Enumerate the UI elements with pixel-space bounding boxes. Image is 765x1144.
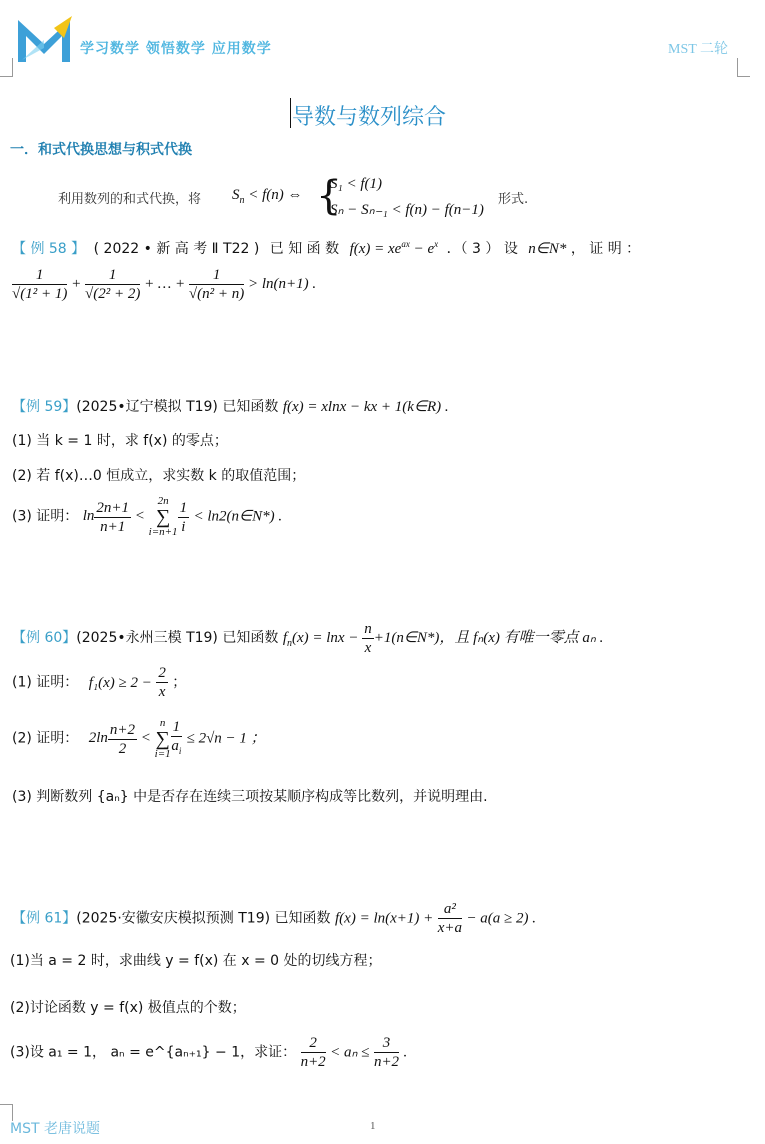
example-58-function: $f(x) = xe^{ax} - e^x$	[349, 239, 439, 257]
example-59-q1: (1) 当 k = 1 时，求 f(x) 的零点；	[12, 433, 228, 449]
example-60-q1-math: f₁(x) ≥ 2 −	[88, 674, 152, 691]
example-60-q2-math: 2ln $\frac{n+2}{2}$ < n ∑ i=1 $\frac{1}{a_i}$	[88, 717, 182, 760]
example-60-q2-label: (2) 证明：	[12, 730, 79, 747]
fraction: $\frac{1}{\text{√(2² + 2)}}$	[84, 267, 141, 302]
example-61-q3-end: .	[403, 1044, 408, 1061]
example-60-source: (2025•永州三模 T19)	[76, 629, 218, 646]
header-slogan: 学习数学 领悟数学 应用数学	[80, 41, 272, 57]
corner-mark-left	[0, 58, 13, 77]
example-59-tag: 【例 59】	[12, 399, 77, 415]
text-cursor	[290, 98, 291, 128]
example-59-lead: 已知函数	[222, 399, 279, 415]
intro-inequality: $S_n < f(n)$ ⇔	[232, 187, 303, 206]
example-60-lead: 已知函数	[222, 629, 279, 646]
intro-condition-2: Sₙ − Sₙ₋₁ < f(n) − f(n−1)	[330, 202, 484, 218]
example-60-q3: (3) 判断数列 {aₙ} 中是否存在连续三项按某顺序构成等比数列，并说明理由.	[12, 789, 488, 805]
page-number: 1	[370, 1120, 376, 1132]
example-61-q3-lead: (3)设 a₁ = 1， aₙ = e^{aₙ₊₁} − 1，求证：	[10, 1044, 297, 1061]
example-59-statement	[12, 396, 449, 416]
example-61-source: (2025·安徽安庆模拟预测 T19)	[76, 910, 271, 927]
example-60-q1-label: (1) 证明：	[12, 674, 79, 691]
example-60-q2	[12, 718, 266, 760]
fraction: $\frac{3}{n+2}$	[373, 1035, 400, 1070]
example-59-q3-math: ln $\frac{2n+1}{n+1}$ < 2n ∑ i=n+1 $\frac{1}{i}$	[82, 495, 188, 538]
brace: {	[316, 173, 342, 219]
example-58-statement	[12, 238, 640, 258]
example-58-part: ．（ 3 ） 设	[446, 241, 518, 257]
example-60-q1: (1) 证明： f₁(x) ≥ 2 − $\frac{2}{x}$ ；	[12, 665, 187, 700]
example-58-tail: ， 证 明 ：	[570, 241, 641, 257]
example-61-function-tail: − a(a ≥ 2) .	[466, 910, 537, 927]
example-59-function: f(x) = xlnx − kx + 1(k∈R) .	[282, 399, 449, 415]
fraction: $\frac{1}{\text{√(n² + n)}}$	[188, 267, 245, 302]
example-59-q2: (2) 若 f(x)…0 恒成立，求实数 k 的取值范围；	[12, 468, 306, 484]
example-60-statement	[12, 620, 603, 657]
page-title: 导数与数列综合	[292, 105, 447, 130]
example-59-q3-tail: < ln2(n∈N*) .	[193, 508, 283, 525]
intro-condition-1: S₁ < f(1)	[330, 176, 382, 192]
example-60-function: $f_n(x) = \ln x$ − $\frac{n}{x}$	[282, 621, 372, 656]
example-61-lead: 已知函数	[274, 910, 331, 927]
fraction: $\frac{2}{n+2}$	[300, 1035, 326, 1070]
section-heading: 一．和式代换思想与积式代换	[10, 142, 192, 158]
example-61-statement	[12, 900, 536, 937]
example-60-function-tail: +1(n∈N*)，且 fₙ(x) 有唯一零点 aₙ .	[373, 629, 604, 646]
fraction: $\frac{1}{\text{√(1² + 1)}}$	[12, 267, 68, 302]
example-58-inequality: $\frac{1}{\text{√(1² + 1)}}$ + $\frac{1}{\text{√(2² + 2)}}$ + … + $\frac{1}{\text{√(n² + n)}}$ > ln(n+1) .	[12, 267, 317, 302]
example-58-inequality-tail: > ln(n+1) .	[248, 275, 317, 292]
example-59-q3-lead: (3) 证明：	[12, 508, 79, 525]
example-60-q2-tail: ≤ 2√n − 1 ；	[186, 730, 266, 747]
example-60-tag: 【例 60】	[12, 629, 77, 646]
example-59-q3	[12, 496, 282, 538]
example-61-q3-mid: < aₙ ≤	[330, 1044, 370, 1061]
fraction: $\frac{\text{a²}}{x+a}$	[437, 901, 462, 936]
example-58-condition: n∈N*	[528, 241, 567, 257]
intro-tail: 形式.	[498, 192, 529, 207]
logo-icon	[14, 14, 74, 66]
example-61-q2: (2)讨论函数 y = f(x) 极值点的个数；	[10, 1000, 246, 1016]
example-58-source: ( 2022 • 新 高 考 Ⅱ T22 )	[93, 241, 260, 257]
example-61-function-head: f(x) = ln(x+1) +	[335, 910, 434, 927]
example-58-lead: 已 知 函 数	[269, 241, 340, 257]
example-59-source: (2025•辽宁模拟 T19)	[76, 399, 218, 415]
footer-label: MST 老唐说题	[10, 1121, 100, 1137]
example-58-tag: 【 例 58 】	[12, 241, 86, 257]
example-61-q3	[10, 1034, 407, 1071]
corner-mark-right	[737, 58, 750, 77]
fraction: $\frac{2}{x}$	[158, 665, 166, 700]
intro-lead: 利用数列的和式代换，将	[58, 192, 202, 207]
example-61-tag: 【例 61】	[12, 910, 77, 927]
example-61-q1: (1)当 a = 2 时，求曲线 y = f(x) 在 x = 0 处的切线方程；	[10, 953, 382, 969]
header-right-label: MST 二轮	[668, 42, 729, 57]
